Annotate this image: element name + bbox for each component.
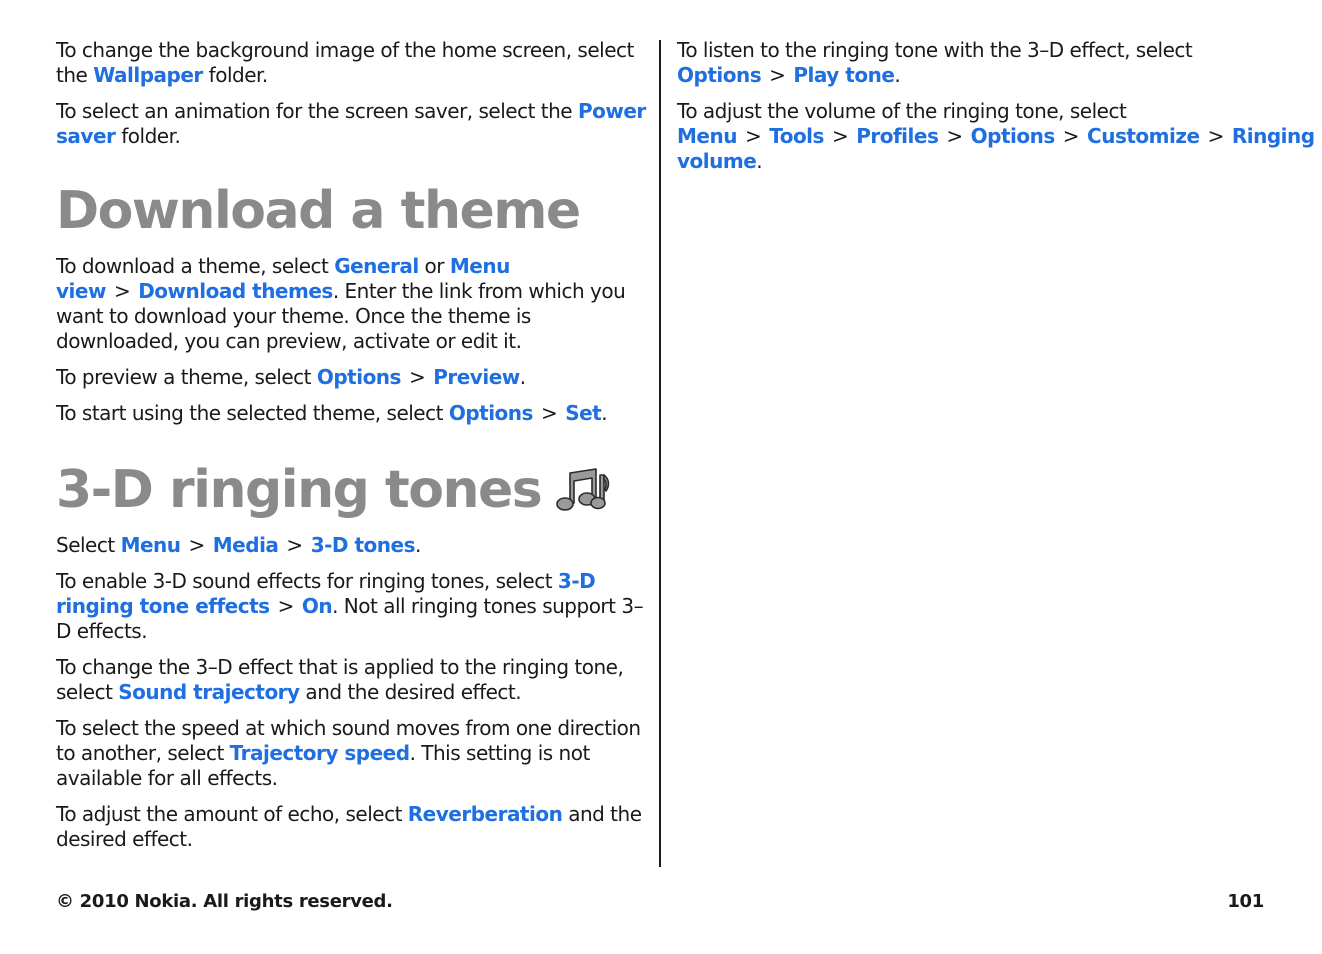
path-separator: > [1062,124,1080,148]
path-separator: > [277,594,294,618]
menu-link-power-saver[interactable]: Power saver [56,99,646,148]
paragraph-sound-trajectory: To change the 3–D effect that is applied to the ringing tone, select Sound trajectory and the desired effect. [56,655,624,704]
menu-link-reverberation[interactable]: Reverberation [407,802,563,826]
path-separator: > [744,124,762,148]
path-separator: > [286,533,303,557]
paragraph-wallpaper: To change the background image of the home screen, select the Wallpaper folder. [56,38,634,87]
menu-link-3d-ringing-tone-effects[interactable]: 3-D ringing tone effects [56,569,596,618]
paragraph-ringing-volume: To adjust the volume of the ringing tone, select Menu > Tools > Profiles > Options > Customize > Ringing volume. [677,99,1315,173]
menu-link-download-themes[interactable]: Download themes [138,279,333,303]
page-number: 101 [1227,891,1264,912]
menu-link-preview[interactable]: Preview [433,365,520,389]
heading-download-theme: Download a theme [56,181,580,241]
menu-link-media[interactable]: Media [212,533,279,557]
menu-link-trajectory-speed[interactable]: Trajectory speed [229,741,410,765]
path-separator: > [540,401,558,425]
menu-link-set[interactable]: Set [565,401,602,425]
menu-link-options[interactable]: Options [316,365,401,389]
menu-link-menu-view[interactable]: Menu view [56,254,510,303]
menu-link-profiles[interactable]: Profiles [856,124,939,148]
menu-link-play-tone[interactable]: Play tone [793,63,895,87]
paragraph-preview-theme: To preview a theme, select Options > Preview. [56,365,526,389]
left-column [56,38,648,863]
paragraph-play-tone: To listen to the ringing tone with the 3–D effect, select Options > Play tone. [677,38,1193,87]
paragraph-set-theme: To start using the selected theme, select Options > Set. [56,401,608,425]
paragraph-enable-3d: To enable 3-D sound effects for ringing tones, select 3-D ringing tone effects > On. Not all ringing tones support 3–D effects. [56,569,644,643]
paragraph-trajectory-speed: To select the speed at which sound moves from one direction to another, select Trajectory speed. This setting is not available for all effects. [56,716,641,790]
footer-copyright: © 2010 Nokia. All rights reserved. [56,891,393,912]
menu-link-options[interactable]: Options [677,63,762,87]
menu-link-tools[interactable]: Tools [769,124,824,148]
column-divider [659,40,661,867]
menu-link-customize[interactable]: Customize [1087,124,1200,148]
menu-link-ringing-volume[interactable]: Ringing volume [677,124,1315,173]
path-separator: > [769,63,786,87]
menu-link-menu[interactable]: Menu [677,124,737,148]
paragraph-select-3d-tones: Select Menu > Media > 3-D tones. [56,533,421,557]
menu-link-wallpaper[interactable]: Wallpaper [93,63,203,87]
path-separator: > [946,124,963,148]
path-separator: > [113,279,131,303]
menu-link-sound-trajectory[interactable]: Sound trajectory [118,680,300,704]
paragraph-power-saver: To select an animation for the screen saver, select the Power saver folder. [56,99,646,148]
path-separator: > [831,124,849,148]
path-separator: > [408,365,426,389]
menu-link-options[interactable]: Options [970,124,1055,148]
menu-link-general[interactable]: General [334,254,419,278]
music-notes-icon [555,467,611,513]
paragraph-reverberation: To adjust the amount of echo, select Reverberation and the desired effect. [56,802,642,851]
menu-link-on[interactable]: On [301,594,333,618]
heading-3d-ringing-tones [56,460,648,520]
path-separator: > [188,533,205,557]
heading-3d-ringing-tones-text: 3-D ringing tones [56,460,542,520]
paragraph-download-theme: To download a theme, select General or Menu view > Download themes. Enter the link from which you want to download your theme. Once the theme is downloaded, you can preview, activate or edit it. [56,254,626,353]
right-column [677,38,1315,185]
menu-link-menu[interactable]: Menu [120,533,181,557]
menu-link-options[interactable]: Options [448,401,533,425]
path-separator: > [1207,124,1224,148]
menu-link-3d-tones[interactable]: 3-D tones [310,533,415,557]
